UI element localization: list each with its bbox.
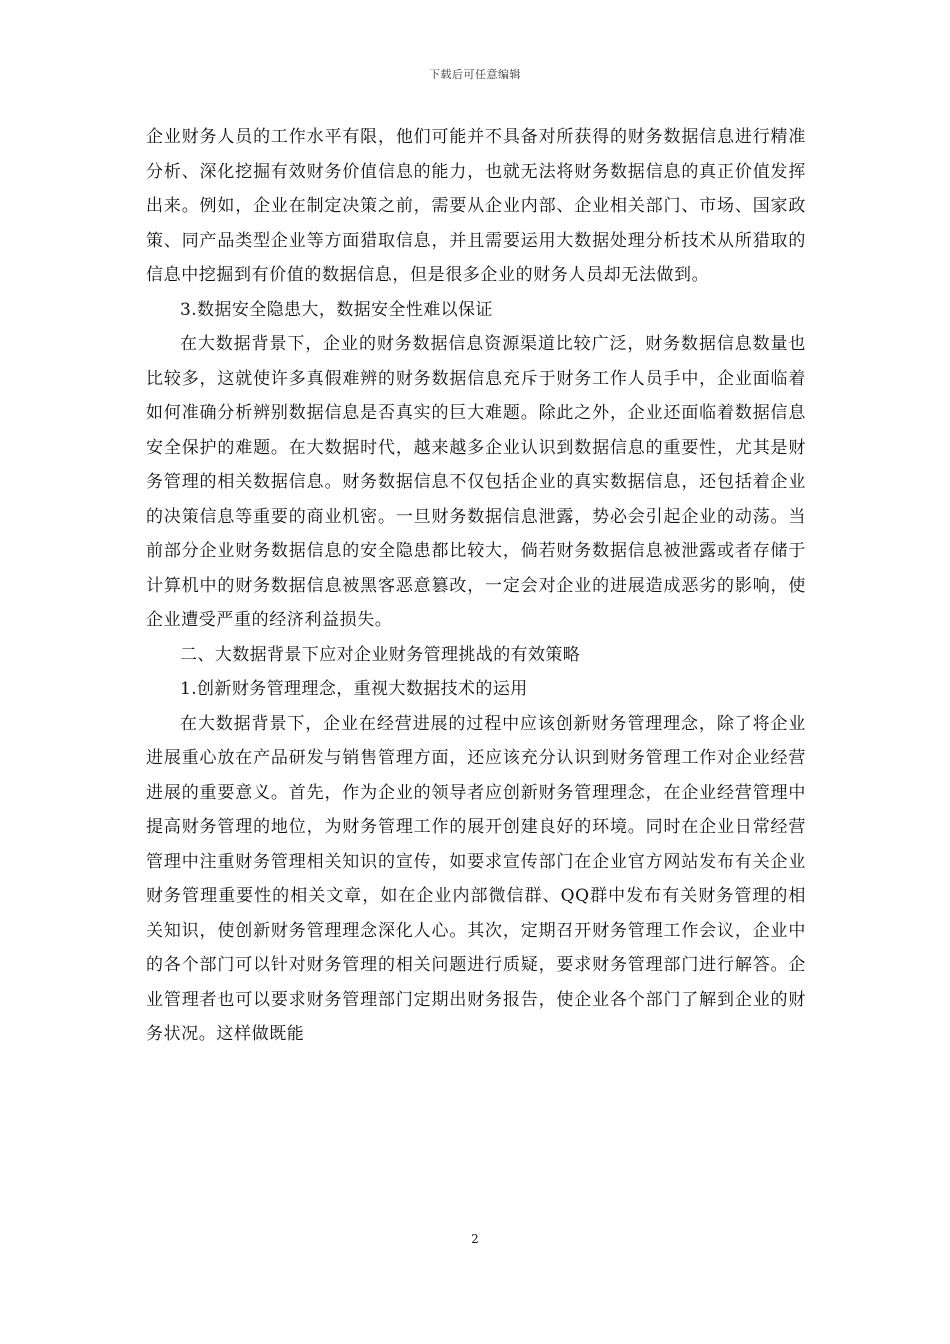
paragraph-continued: 企业财务人员的工作水平有限，他们可能并不具备对所获得的财务数据信息进行精准分析、深化挖掘有效财务价值信息的能力，也就无法将财务数据信息的真正价值发挥出来。例如，企业在制定决策之前，需要从企业内部、企业相关部门、市场、国家政策、同产品类型企业等方面猎取信息，并且需要运用大数据处理分析技术从所猎取的信息中挖掘到有价值的数据信息，但是很多企业的财务人员却无法做到。 [146, 127, 806, 285]
section-heading-innovation: 1.创新财务管理理念，重视大数据技术的运用 [180, 679, 528, 699]
page-header: 下载后可任意编辑 [429, 68, 521, 81]
chapter-heading-strategies: 二、大数据背景下应对企业财务管理挑战的有效策略 [180, 644, 581, 665]
paragraph-data-security: 在大数据背景下，企业的财务数据信息资源渠道比较广泛，财务数据信息数量也比较多，这就使许多真假难辨的财务数据信息充斥于财务工作人员手中，企业面临着如何准确分析辨别数据信息是否真实的巨大难题。除此之外，企业还面临着数据信息安全保护的难题。在大数据时代，越来越多企业认识到数据信息的重要性，尤其是财务管理的相关数据信息。财务数据信息不仅包括企业的真实数据信息，还包括着企业的决策信息等重要的商业机密。一旦财务数据信息泄露，势必会引起企业的动荡。当前部分企业财务数据信息的安全隐患都比较大，倘若财务数据信息被泄露或者存储于计算机中的财务数据信息被黑客恶意篡改，一定会对企业的进展造成恶劣的影响，使企业遭受严重的经济利益损失。 [146, 334, 806, 630]
document-body [146, 120, 806, 1052]
page-number: 2 [471, 1232, 479, 1246]
paragraph-innovation: 在大数据背景下，企业在经营进展的过程中应该创新财务管理理念，除了将企业进展重心放在产品研发与销售管理方面，还应该充分认识到财务管理工作对企业经营进展的重要意义。首先，作为企业的领导者应创新财务管理理念，在企业经营管理中提高财务管理的地位，为财务管理工作的展开创建良好的环境。同时在企业日常经营管理中注重财务管理相关知识的宣传，如要求宣传部门在企业官方网站发布有关企业财务管理重要性的相关文章，如在企业内部微信群、QQ群中发布有关财务管理的相关知识，使创新财务管理理念深化人心。其次，定期召开财务管理工作会议，企业中的各个部门可以针对财务管理的相关问题进行质疑，要求财务管理部门进行解答。企业管理者也可以要求财务管理部门定期出财务报告，使企业各个部门了解到企业的财务状况。这样做既能 [146, 713, 806, 1044]
section-heading-data-security: 3.数据安全隐患大，数据安全性难以保证 [180, 299, 493, 320]
